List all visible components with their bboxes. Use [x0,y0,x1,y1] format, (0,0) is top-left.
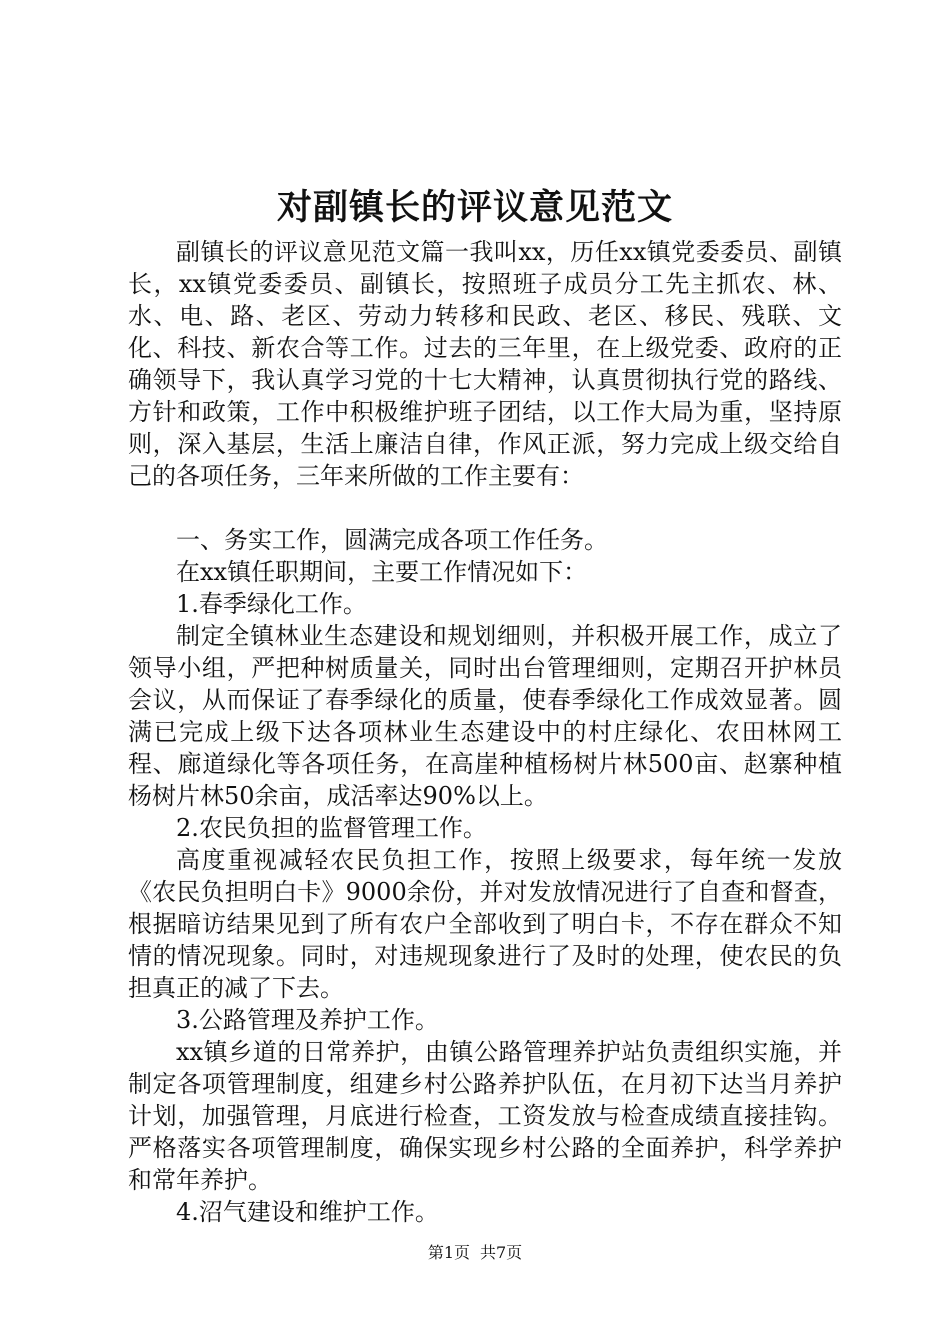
section-heading-1: 一、务实工作，圆满完成各项工作任务。 [176,526,608,554]
paragraph: 制定全镇林业生态建设和规划细则，并积极开展工作，成立了领导小组，严把种树质量关，同时出台管理细则，定期召开护林员会议，从而保证了春季绿化的质量，使春季绿化工作成效显著。圆满已完成上级下达各项林业生态建设中的村庄绿化、农田林网工程、廊道绿化等各项任务，在高崖种植杨树片林500亩、赵寨种植杨树片林50余亩，成活率达90%以上。 [128,622,842,810]
paragraph-intro: 副镇长的评议意见范文篇一我叫xx，历任xx镇党委委员、副镇长，xx镇党委委员、副镇长，按照班子成员分工先主抓农、林、水、电、路、老区、劳动力转移和民政、老区、移民、残联、文化、科技、新农合等工作。过去的三年里，在上级党委、政府的正确领导下，我认真学习党的十七大精神，认真贯彻执行党的路线、方针和政策，工作中积极维护班子团结，以工作大局为重，坚持原则，深入基层，生活上廉洁自律，作风正派，努力完成上级交给自己的各项任务，三年来所做的工作主要有： [128,238,842,490]
page-total: 共7页 [480,1243,523,1262]
page-footer [0,1241,950,1265]
document-body [128,236,842,1228]
document-title: 对副镇长的评议意见范文 [276,187,673,228]
paragraph: 在xx镇任职期间，主要工作情况如下： [176,558,588,586]
paragraph: xx镇乡道的日常养护，由镇公路管理养护站负责组织实施，并制定各项管理制度，组建乡村公路养护队伍，在月初下达当月养护计划，加强管理，月底进行检查，工资发放与检查成绩直接挂钩。严格落实各项管理制度，确保实现乡村公路的全面养护，科学养护和常年养护。 [128,1038,842,1194]
paragraph: 高度重视减轻农民负担工作，按照上级要求，每年统一发放《农民负担明白卡》9000余份，并对发放情况进行了自查和督查，根据暗访结果见到了所有农户全部收到了明白卡，不存在群众不知情的情况现象。同时，对违规现象进行了及时的处理，使农民的负担真正的减了下去。 [128,846,842,1002]
item-heading-1: 1.春季绿化工作。 [176,590,367,618]
item-heading-4: 4.沼气建设和维护工作。 [176,1198,439,1226]
page-number: 第1页 [427,1243,470,1262]
item-heading-2: 2.农民负担的监督管理工作。 [176,814,487,842]
item-heading-3: 3.公路管理及养护工作。 [176,1006,439,1034]
